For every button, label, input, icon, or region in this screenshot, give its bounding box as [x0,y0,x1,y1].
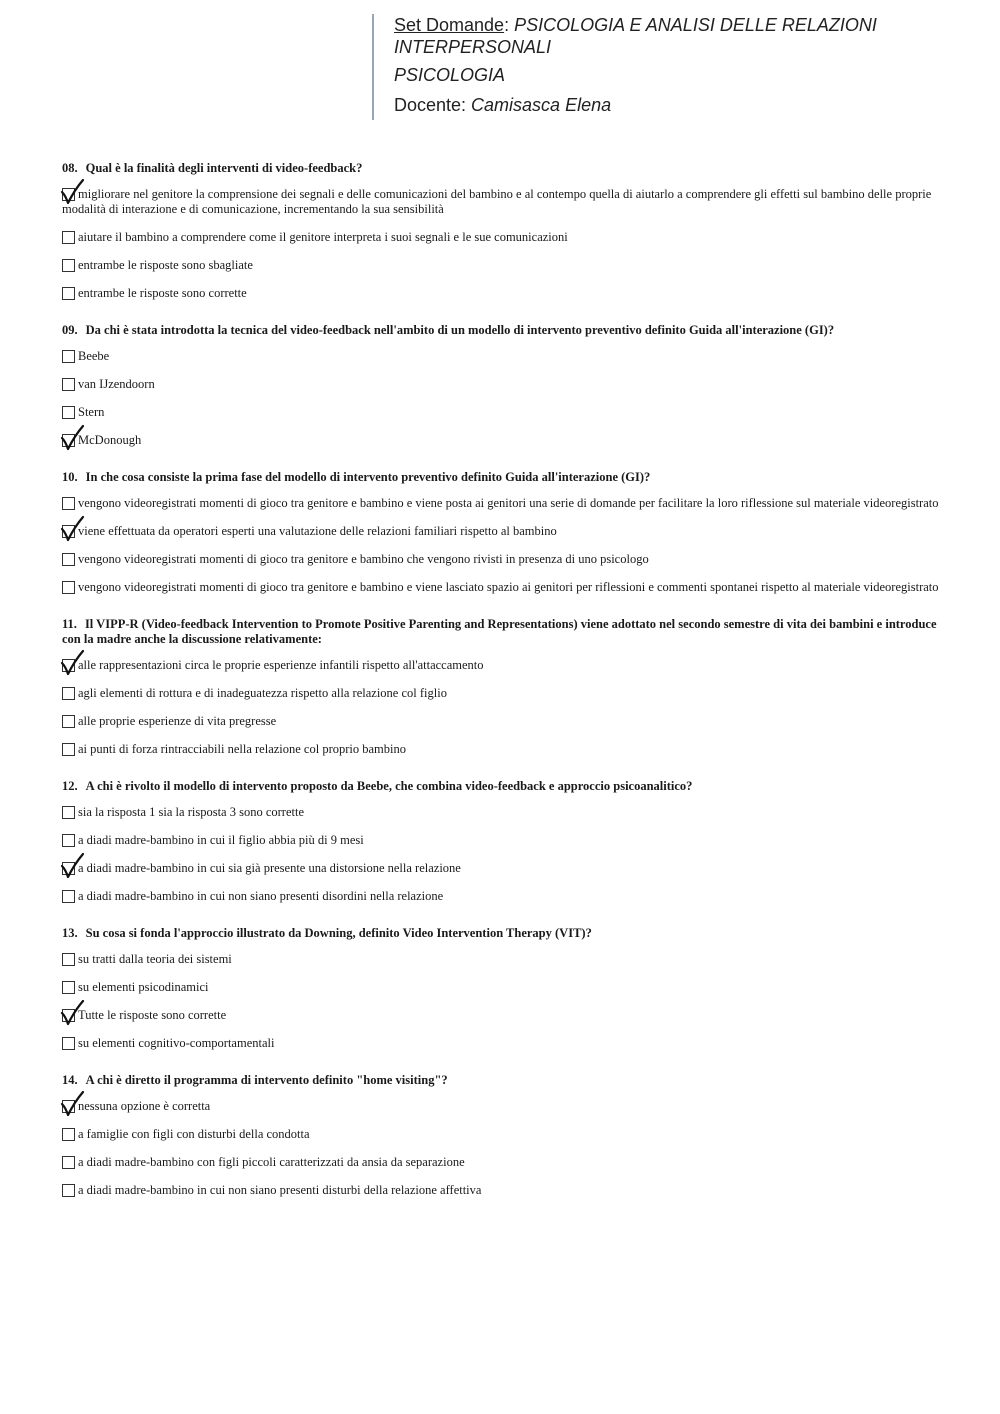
set-title [394,14,972,36]
answer-option [62,286,942,301]
answer-checkbox[interactable] [62,659,75,672]
answer-text: agli elementi di rottura e di inadeguatezza rispetto alla relazione col figlio [78,686,447,700]
answer-checkbox[interactable] [62,1009,75,1022]
answer-option [62,714,942,729]
answer-option [62,686,942,701]
answer-text: alle rappresentazioni circa le proprie esperienze infantili rispetto all'attaccamento [78,658,484,672]
document-header [372,14,972,120]
answer-text: nessuna opzione è corretta [78,1099,211,1113]
question-text [62,161,942,176]
answer-option [62,805,942,820]
checkmark-icon [60,650,84,676]
checkmark-icon [60,425,84,451]
answer-option [62,580,942,595]
teacher-label: Docente: [394,95,472,115]
answer-checkbox[interactable] [62,1156,75,1169]
answer-checkbox[interactable] [62,553,75,566]
checkmark-icon [60,853,84,879]
answer-option [62,1127,942,1142]
answer-text: a diadi madre-bambino in cui non siano presenti disordini nella relazione [78,889,444,903]
question-label: A chi è diretto il programma di intervento definito "home visiting"? [85,1073,448,1087]
answer-checkbox[interactable] [62,890,75,903]
question-text [62,470,942,485]
answer-checkbox[interactable] [62,1184,75,1197]
answer-checkbox[interactable] [62,687,75,700]
answer-text: a famiglie con figli con disturbi della condotta [78,1127,310,1141]
question-label: A chi è rivolto il modello di intervento proposto da Beebe, che combina video-feedback e approccio psicoanalitico? [85,779,693,793]
answer-option [62,1036,942,1051]
answer-text: Stern [78,405,105,419]
answer-checkbox[interactable] [62,743,75,756]
answer-text: aiutare il bambino a comprendere come il genitore interpreta i suoi segnali e le sue comunicazioni [78,230,568,244]
answer-checkbox[interactable] [62,1128,75,1141]
question-block [62,1073,942,1198]
question-block [62,470,942,595]
question-number: 10. [62,470,78,484]
question-text [62,926,942,941]
question-number: 11. [62,617,77,631]
question-block [62,779,942,904]
question-label: In che cosa consiste la prima fase del modello di intervento preventivo definito Guida all'interazione (GI)? [85,470,651,484]
question-number: 08. [62,161,78,175]
set-label: Set Domande [394,15,505,35]
answer-text: ai punti di forza rintracciabili nella relazione col proprio bambino [78,742,406,756]
question-block [62,617,942,757]
answer-text: migliorare nel genitore la comprensione dei segnali e delle comunicazioni del bambino e al contempo quella di aiutarlo a comprendere gli effetti sul bambino delle proprie modalità di interazione e di comunicazione, incrementando la sua sensibilità [62,187,932,216]
course-title-line2: INTERPERSONALI [394,37,552,57]
checkmark-icon [60,1000,84,1026]
answer-checkbox[interactable] [62,378,75,391]
course-title-line1: PSICOLOGIA E ANALISI DELLE RELAZIONI [514,15,877,35]
answer-checkbox[interactable] [62,581,75,594]
answer-checkbox[interactable] [62,434,75,447]
answer-checkbox[interactable] [62,1100,75,1113]
answer-text: a diadi madre-bambino in cui non siano presenti disturbi della relazione affettiva [78,1183,482,1197]
checkmark-icon [60,516,84,542]
checkmark-icon [60,179,84,205]
answer-checkbox[interactable] [62,1037,75,1050]
question-number: 09. [62,323,78,337]
question-label: Su cosa si fonda l'approccio illustrato da Downing, definito Video Intervention Therapy (VIT)? [85,926,592,940]
answer-text: Beebe [78,349,110,363]
answer-checkbox[interactable] [62,287,75,300]
answer-option [62,258,942,273]
checkmark-icon [60,1091,84,1117]
answer-option [62,1183,942,1198]
question-list [62,161,942,1220]
question-number: 13. [62,926,78,940]
answer-text: entrambe le risposte sono sbagliate [78,258,253,272]
question-block [62,926,942,1051]
subject: PSICOLOGIA [394,65,506,85]
answer-text: su tratti dalla teoria dei sistemi [78,952,232,966]
answer-checkbox[interactable] [62,259,75,272]
answer-option [62,889,942,904]
answer-option [62,861,942,876]
teacher [394,94,972,116]
answer-text: su elementi psicodinamici [78,980,209,994]
answer-option [62,980,942,995]
answer-checkbox[interactable] [62,981,75,994]
answer-checkbox[interactable] [62,497,75,510]
answer-option [62,1155,942,1170]
answer-checkbox[interactable] [62,862,75,875]
answer-text: alle proprie esperienze di vita pregresse [78,714,277,728]
answer-checkbox[interactable] [62,406,75,419]
answer-option [62,658,942,673]
answer-text: vengono videoregistrati momenti di gioco tra genitore e bambino che vengono rivisti in presenza di uno psicologo [78,552,649,566]
teacher-name: Camisasca Elena [471,95,612,115]
question-label: Qual è la finalità degli interventi di video-feedback? [85,161,363,175]
answer-option [62,496,942,511]
answer-option [62,230,942,245]
answer-text: Tutte le risposte sono corrette [78,1008,227,1022]
answer-checkbox[interactable] [62,188,75,201]
answer-text: viene effettuata da operatori esperti una valutazione delle relazioni familiari rispetto al bambino [78,524,557,538]
question-text [62,779,942,794]
answer-text: McDonough [78,433,142,447]
answer-text: a diadi madre-bambino con figli piccoli caratterizzati da ansia da separazione [78,1155,465,1169]
answer-text: a diadi madre-bambino in cui sia già presente una distorsione nella relazione [78,861,461,875]
answer-option [62,524,942,539]
set-separator: : [504,15,515,35]
answer-option [62,833,942,848]
question-text [62,617,942,647]
answer-checkbox[interactable] [62,231,75,244]
answer-checkbox[interactable] [62,806,75,819]
answer-option [62,187,942,217]
answer-option [62,377,942,392]
answer-text: sia la risposta 1 sia la risposta 3 sono corrette [78,805,304,819]
answer-text: entrambe le risposte sono corrette [78,286,247,300]
answer-text: a diadi madre-bambino in cui il figlio abbia più di 9 mesi [78,833,364,847]
answer-option [62,1008,942,1023]
question-text [62,323,942,338]
answer-checkbox[interactable] [62,525,75,538]
answer-option [62,349,942,364]
answer-text: vengono videoregistrati momenti di gioco tra genitore e bambino e viene lasciato spazio ai genitori per riflessioni e commenti spontanei rispetto al materiale videoregistrato [78,580,939,594]
answer-checkbox[interactable] [62,953,75,966]
answer-text: van IJzendoorn [78,377,155,391]
answer-option [62,742,942,757]
answer-option [62,952,942,967]
answer-option [62,1099,942,1114]
answer-text: vengono videoregistrati momenti di gioco tra genitore e bambino e viene posta ai genitori una serie di domande per facilitare la loro riflessione sul materiale videoregistrato [78,496,939,510]
answer-checkbox[interactable] [62,350,75,363]
question-number: 12. [62,779,78,793]
question-label: Il VIPP-R (Video-feedback Intervention to Promote Positive Parenting and Representations) viene adottato nel secondo semestre di vita dei bambini e introduce con la madre anche la discussione relativamente: [62,617,937,646]
answer-checkbox[interactable] [62,715,75,728]
question-block [62,323,942,448]
question-block [62,161,942,301]
question-text [62,1073,942,1088]
answer-option [62,552,942,567]
answer-text: su elementi cognitivo-comportamentali [78,1036,275,1050]
answer-option [62,433,942,448]
answer-checkbox[interactable] [62,834,75,847]
question-label: Da chi è stata introdotta la tecnica del video-feedback nell'ambito di un modello di intervento preventivo definito Guida all'interazione (GI)? [85,323,835,337]
question-number: 14. [62,1073,78,1087]
answer-option [62,405,942,420]
